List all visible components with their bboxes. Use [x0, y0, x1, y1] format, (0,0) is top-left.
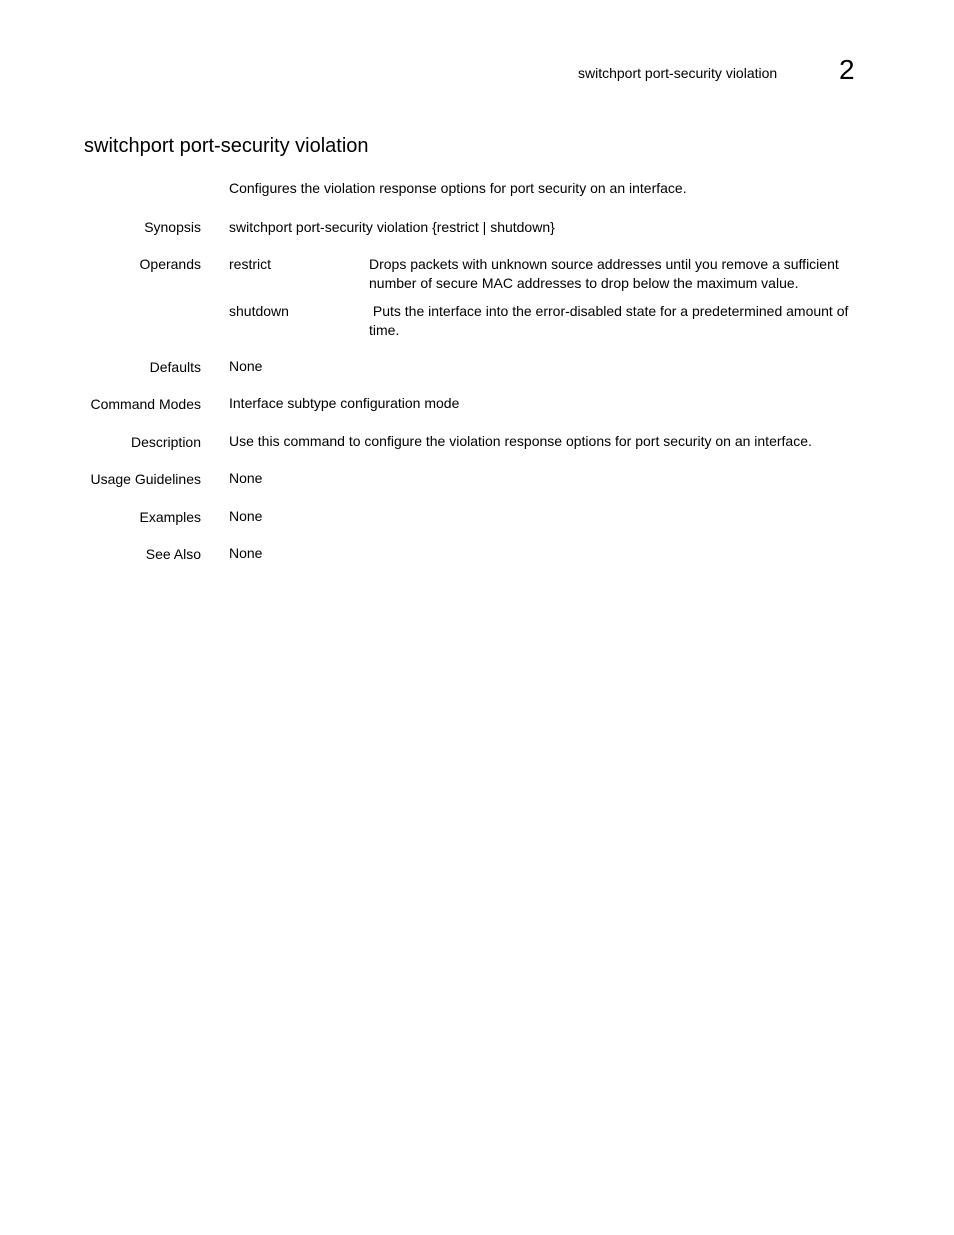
section-label: Description: [130, 434, 201, 450]
synopsis-command-text: switchport port-security violation: [229, 219, 429, 235]
section-value: Interface subtype configuration mode: [229, 395, 460, 411]
synopsis-open-brace: {: [432, 219, 437, 235]
section-value: None: [229, 545, 263, 561]
synopsis-command: [229, 219, 555, 235]
chapter-number: 2: [839, 54, 855, 85]
section-label: Examples: [139, 509, 201, 525]
synopsis-option-shutdown: shutdown: [490, 219, 551, 235]
section-value: None: [229, 508, 263, 524]
operand-description: Drops packets with unknown source addresses until you remove a sufficient number of secure MAC addresses to drop below the maximum value.: [369, 256, 839, 291]
synopsis-separator: |: [478, 219, 491, 235]
section-value: None: [229, 470, 263, 486]
operands-label: Operands: [139, 256, 201, 272]
section-label: Usage Guidelines: [90, 471, 201, 487]
operand-name: shutdown: [229, 303, 289, 319]
synopsis-label: Synopsis: [144, 219, 201, 235]
operand-description: Puts the interface into the error-disabled state for a predetermined amount of time.: [369, 303, 853, 338]
synopsis-option-restrict: restrict: [436, 219, 479, 235]
operand-name: restrict: [229, 256, 271, 272]
section-label: Defaults: [149, 359, 201, 375]
running-header-title: switchport port-security violation: [578, 65, 778, 81]
synopsis-close-brace: }: [550, 219, 555, 235]
section-label: Command Modes: [90, 396, 201, 412]
section-label: See Also: [145, 546, 201, 562]
intro-text: Configures the violation response options for port security on an interface.: [229, 180, 687, 196]
section-value: Use this command to configure the violation response options for port security on an interface.: [229, 433, 812, 449]
page-title: switchport port-security violation: [84, 135, 369, 157]
section-value: None: [229, 358, 263, 374]
